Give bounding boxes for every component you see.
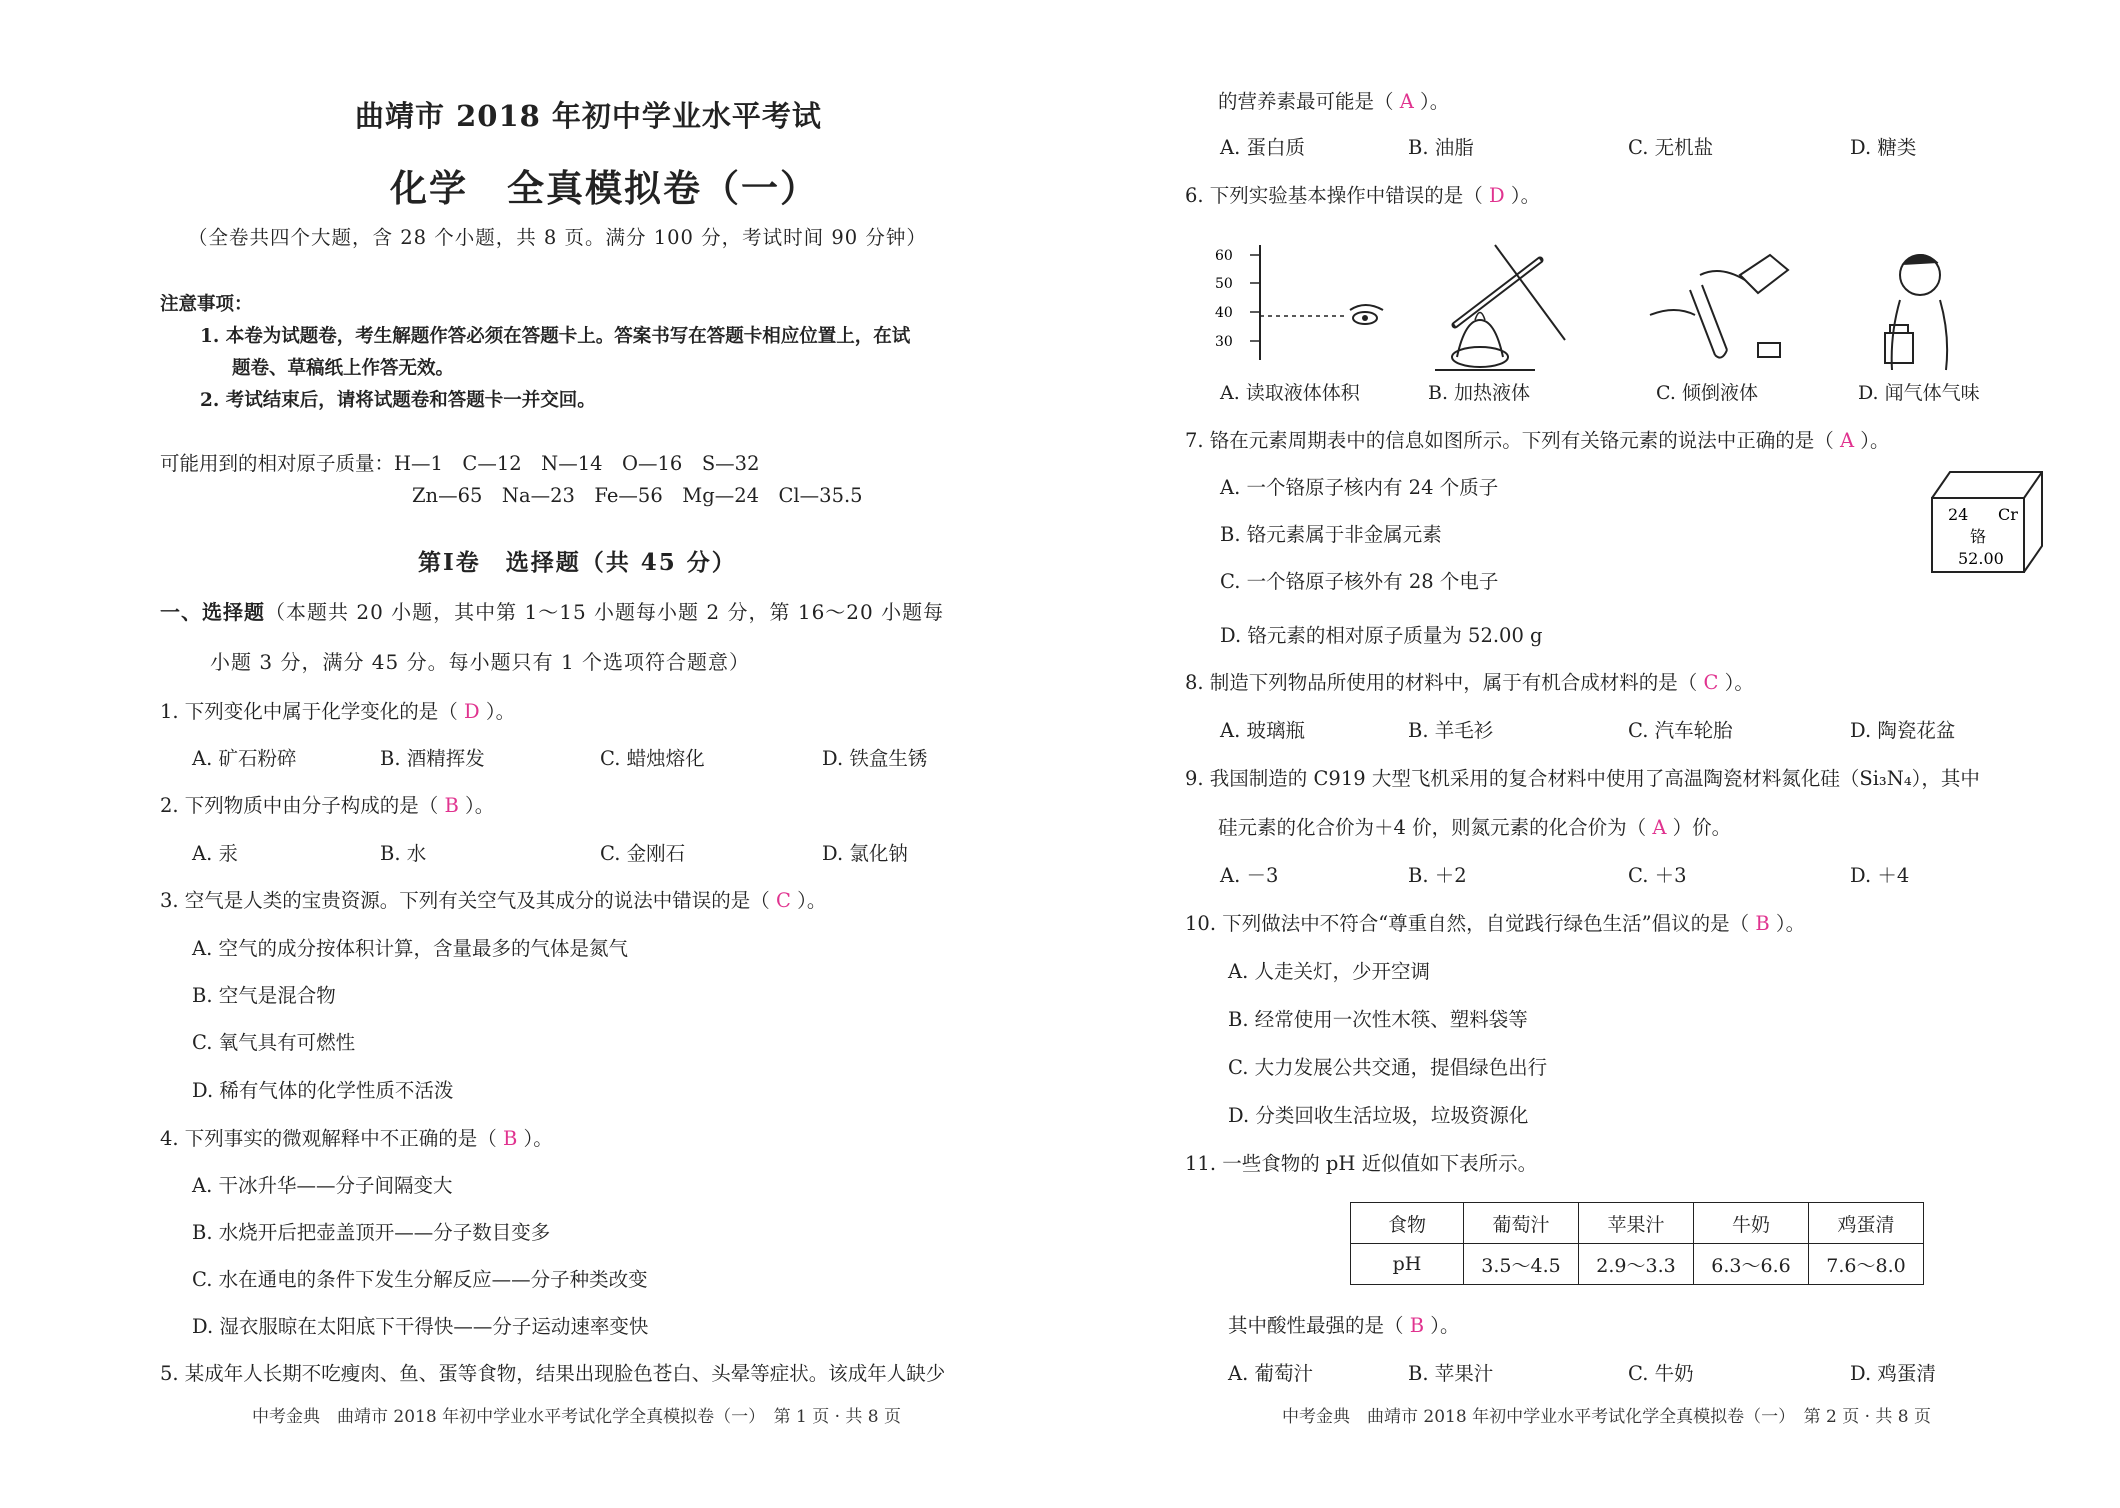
- section-heading: 一、选择题（本题共 20 小题，其中第 1～15 小题每小题 2 分，第 16～20 小题每: [160, 600, 945, 624]
- q1-option-d: D. 铁盒生锈: [822, 747, 928, 770]
- q7-option-c: C. 一个铬原子核外有 28 个电子: [1220, 570, 1499, 593]
- cylinder-tick-50: 50: [1215, 276, 1233, 292]
- q9-option-b: B. ＋2: [1408, 864, 1467, 887]
- heating-liquid-illustration: [1425, 225, 1575, 375]
- smelling-gas-illustration: [1880, 245, 1960, 375]
- answer-6: D: [1489, 184, 1505, 207]
- question-9-cont: 硅元素的化合价为＋4 价，则氮元素的化合价为（ A ）价。: [1218, 816, 1732, 839]
- answer-10: B: [1755, 912, 1770, 935]
- ph-table-cell: 3.5～4.5: [1464, 1244, 1579, 1285]
- ph-table-cell: 7.6～8.0: [1809, 1244, 1924, 1285]
- q5-option-b: B. 油脂: [1408, 136, 1474, 159]
- q10-option-b: B. 经常使用一次性木筷、塑料袋等: [1228, 1008, 1528, 1031]
- ph-table-row: [1351, 1244, 1924, 1285]
- question-4: 4. 下列事实的微观解释中不正确的是（ B ）。: [160, 1127, 553, 1150]
- q6-label-d: D. 闻气体气味: [1858, 382, 1980, 404]
- answer-4: B: [503, 1127, 518, 1150]
- q8-option-c: C. 汽车轮胎: [1628, 719, 1733, 742]
- cylinder-tick-60: 60: [1215, 248, 1233, 264]
- ph-table-header-row: [1351, 1203, 1924, 1244]
- q8-option-a: A. 玻璃瓶: [1220, 719, 1305, 742]
- q11-option-c: C. 牛奶: [1628, 1362, 1694, 1385]
- notice-item-2: 2. 考试结束后，请将试题卷和答题卡一并交回。: [200, 390, 596, 411]
- page-footer-left: 中考金典 曲靖市 2018 年初中学业水平考试化学全真模拟卷（一） 第 1 页 · 共 8 页: [252, 1407, 902, 1427]
- q5-option-c: C. 无机盐: [1628, 136, 1714, 159]
- q4-option-d: D. 湿衣服晾在太阳底下干得快——分子运动速率变快: [192, 1315, 649, 1338]
- answer-9: A: [1652, 816, 1667, 839]
- page-footer-right: 中考金典 曲靖市 2018 年初中学业水平考试化学全真模拟卷（一） 第 2 页 · 共 8 页: [1282, 1407, 1932, 1427]
- question-8: 8. 制造下列物品所使用的材料中，属于有机合成材料的是（ C ）。: [1185, 671, 1754, 694]
- question-11-ask: 其中酸性最强的是（ B ）。: [1228, 1314, 1460, 1337]
- atomic-mass-line-2: Zn—65 Na—23 Fe—56 Mg—24 Cl—35.5: [412, 484, 863, 507]
- q6-label-c: C. 倾倒液体: [1656, 382, 1758, 404]
- notice-item-1-cont: 题卷、草稿纸上作答无效。: [232, 358, 455, 379]
- ph-table-header-cell: 葡萄汁: [1464, 1203, 1579, 1244]
- exam-title: 曲靖市 2018 年初中学业水平考试: [355, 99, 822, 133]
- reading-volume-illustration: [1215, 240, 1395, 370]
- q7-option-d: D. 铬元素的相对原子质量为 52.00 g: [1220, 624, 1543, 647]
- question-5-cont: 的营养素最可能是（ A ）。: [1218, 90, 1450, 113]
- q10-option-c: C. 大力发展公共交通，提倡绿色出行: [1228, 1056, 1548, 1079]
- cylinder-tick-30: 30: [1215, 334, 1233, 350]
- element-name: 铬: [1970, 527, 1987, 546]
- q3-option-b: B. 空气是混合物: [192, 984, 336, 1007]
- q2-option-b: B. 水: [380, 842, 427, 865]
- element-symbol: Cr: [1998, 505, 2018, 524]
- q4-option-c: C. 水在通电的条件下发生分解反应——分子种类改变: [192, 1268, 648, 1291]
- ph-table-header-cell: 鸡蛋清: [1809, 1203, 1924, 1244]
- question-5: 5. 某成年人长期不吃瘦肉、鱼、蛋等食物，结果出现脸色苍白、头晕等症状。该成年人缺少: [160, 1362, 946, 1385]
- ph-table-header-cell: 食物: [1351, 1203, 1464, 1244]
- pouring-liquid-illustration: [1640, 235, 1790, 375]
- q10-option-d: D. 分类回收生活垃圾，垃圾资源化: [1228, 1104, 1529, 1127]
- answer-3: C: [776, 889, 791, 912]
- cylinder-tick-40: 40: [1215, 305, 1233, 321]
- answer-2: B: [444, 794, 459, 817]
- answer-11: B: [1409, 1314, 1425, 1337]
- q1-option-b: B. 酒精挥发: [380, 747, 485, 770]
- notice-item-1: 1. 本卷为试题卷，考生解题作答必须在答题卡上。答案书写在答题卡相应位置上，在试: [200, 326, 911, 347]
- q7-option-a: A. 一个铬原子核内有 24 个质子: [1220, 476, 1499, 499]
- ph-table-header-cell: 牛奶: [1694, 1203, 1809, 1244]
- ph-table: [1350, 1202, 1924, 1285]
- question-11: 11. 一些食物的 pH 近似值如下表所示。: [1185, 1152, 1538, 1175]
- question-10: 10. 下列做法中不符合“尊重自然，自觉践行绿色生活”倡议的是（ B ）。: [1185, 912, 1806, 935]
- part-title: 第Ⅰ卷 选择题（共 45 分）: [418, 549, 737, 576]
- q6-label-b: B. 加热液体: [1428, 382, 1531, 404]
- atomic-mass: 52.00: [1958, 549, 2004, 568]
- question-9: 9. 我国制造的 C919 大型飞机采用的复合材料中使用了高温陶瓷材料氮化硅（Si₃N₄），其中: [1185, 767, 1980, 790]
- q8-option-b: B. 羊毛衫: [1408, 719, 1494, 742]
- q3-option-c: C. 氧气具有可燃性: [192, 1031, 356, 1054]
- question-6: 6. 下列实验基本操作中错误的是（ D ）。: [1185, 184, 1541, 207]
- ph-table-cell: pH: [1351, 1244, 1464, 1285]
- q9-option-d: D. ＋4: [1850, 864, 1910, 887]
- question-7: 7. 铬在元素周期表中的信息如图所示。下列有关铬元素的说法中正确的是（ A ）。: [1185, 429, 1890, 452]
- q5-option-a: A. 蛋白质: [1220, 136, 1305, 159]
- q8-option-d: D. 陶瓷花盆: [1850, 719, 1956, 742]
- q9-option-a: A. －3: [1220, 864, 1279, 887]
- q2-option-a: A. 汞: [192, 842, 238, 865]
- q4-option-b: B. 水烧开后把壶盖顶开——分子数目变多: [192, 1221, 551, 1244]
- ph-table-header-cell: 苹果汁: [1579, 1203, 1694, 1244]
- q2-option-d: D. 氯化钠: [822, 842, 908, 865]
- q5-option-d: D. 糖类: [1850, 136, 1917, 159]
- section-heading-cont: 小题 3 分，满分 45 分。每小题只有 1 个选项符合题意）: [210, 650, 751, 674]
- answer-1: D: [464, 700, 480, 723]
- ph-table-cell: 6.3～6.6: [1694, 1244, 1809, 1285]
- chromium-element-cell: [1930, 470, 2050, 580]
- ph-table-cell: 2.9～3.3: [1579, 1244, 1694, 1285]
- q10-option-a: A. 人走关灯，少开空调: [1228, 960, 1430, 983]
- q9-option-c: C. ＋3: [1628, 864, 1687, 887]
- q11-option-d: D. 鸡蛋清: [1850, 1362, 1936, 1385]
- q4-option-a: A. 干冰升华——分子间隔变大: [192, 1174, 453, 1197]
- question-3: 3. 空气是人类的宝贵资源。下列有关空气及其成分的说法中错误的是（ C ）。: [160, 889, 827, 912]
- paper-title: 化学 全真模拟卷（一）: [390, 166, 819, 210]
- q2-option-c: C. 金刚石: [600, 842, 686, 865]
- answer-8: C: [1703, 671, 1719, 694]
- q11-option-b: B. 苹果汁: [1408, 1362, 1494, 1385]
- paper-info: （全卷共四个大题，含 28 个小题，共 8 页。满分 100 分，考试时间 90 分钟）: [188, 226, 927, 249]
- q3-option-d: D. 稀有气体的化学性质不活泼: [192, 1079, 454, 1102]
- atomic-mass-line-1: 可能用到的相对原子质量：H—1 C—12 N—14 O—16 S—32: [160, 452, 760, 475]
- answer-5: A: [1399, 90, 1414, 113]
- q6-label-a: A. 读取液体体积: [1220, 382, 1360, 404]
- q7-option-b: B. 铬元素属于非金属元素: [1220, 523, 1442, 546]
- notice-title: 注意事项：: [160, 294, 253, 315]
- atomic-number: 24: [1948, 505, 1969, 524]
- q3-option-a: A. 空气的成分按体积计算，含量最多的气体是氮气: [192, 937, 628, 960]
- answer-7: A: [1840, 429, 1855, 452]
- question-2: 2. 下列物质中由分子构成的是（ B ）。: [160, 794, 495, 817]
- question-1: 1. 下列变化中属于化学变化的是（ D ）。: [160, 700, 516, 723]
- q1-option-a: A. 矿石粉碎: [192, 747, 297, 770]
- q11-option-a: A. 葡萄汁: [1228, 1362, 1313, 1385]
- q1-option-c: C. 蜡烛熔化: [600, 747, 705, 770]
